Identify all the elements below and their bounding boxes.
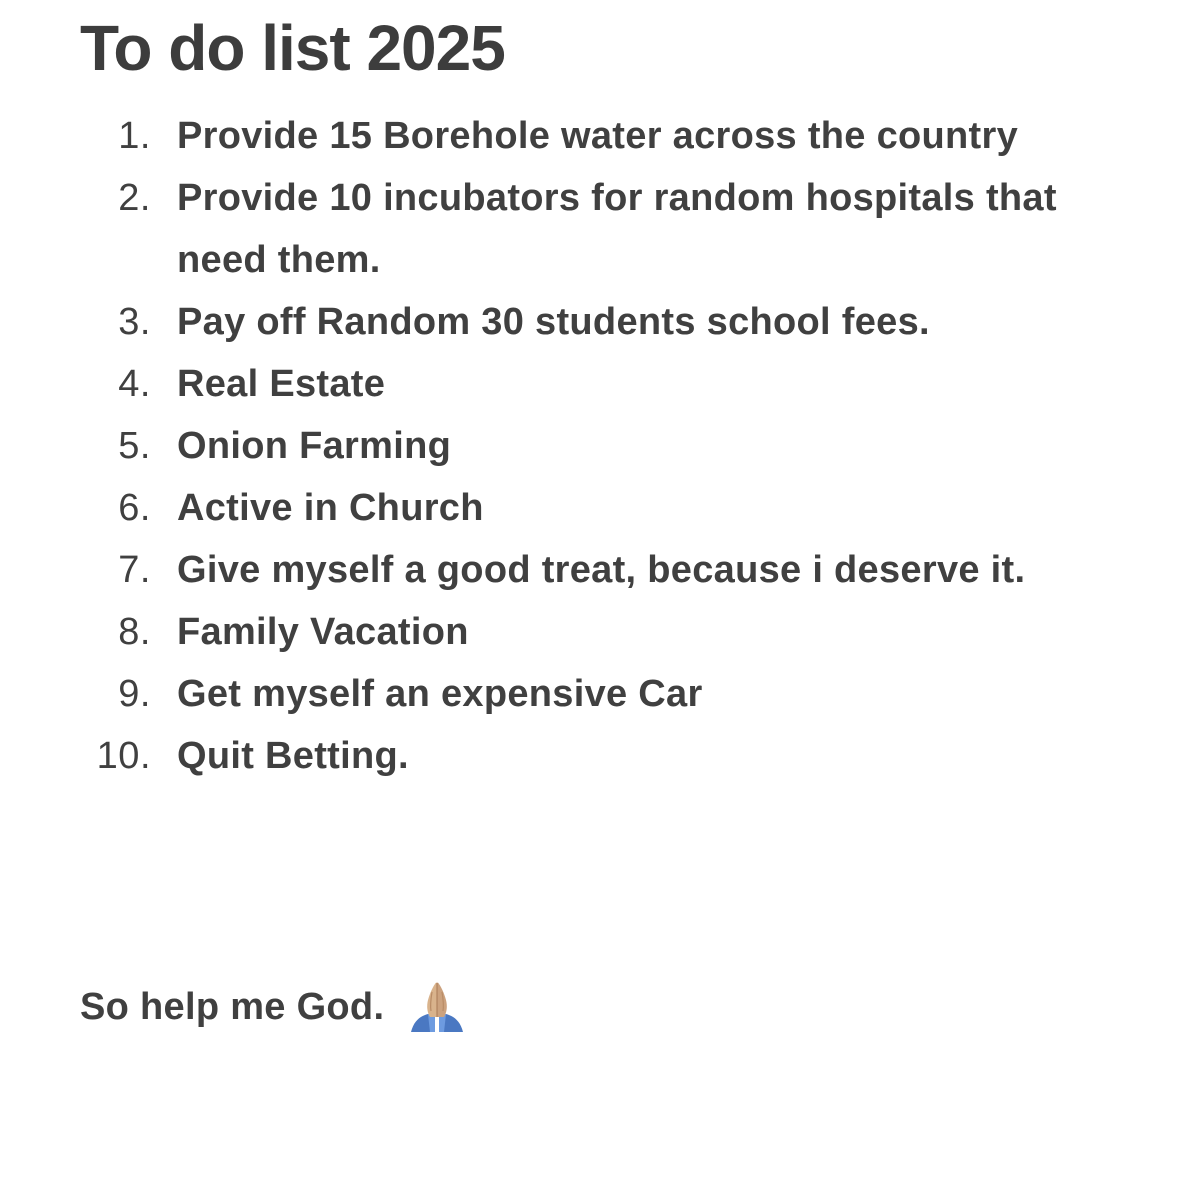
list-item	[0, 291, 1200, 353]
list-number: 5.	[118, 425, 151, 467]
list-item	[0, 601, 1200, 663]
list-item-text: Active in Church	[177, 487, 484, 529]
list-number: 6.	[118, 487, 151, 529]
list-item-text: Provide 10 incubators for random hospitals that need them.	[177, 177, 1057, 281]
list-item-text: Get myself an expensive Car	[177, 673, 703, 715]
list-item-text: Family Vacation	[177, 611, 469, 653]
list-item-text: Onion Farming	[177, 425, 452, 467]
list-item	[0, 415, 1200, 477]
list-number: 7.	[118, 549, 151, 591]
list-number: 8.	[118, 611, 151, 653]
list-item	[0, 477, 1200, 539]
list-item-text: Quit Betting.	[177, 735, 409, 777]
list-item	[0, 353, 1200, 415]
list-number: 3.	[118, 301, 151, 343]
closing-line	[80, 976, 467, 1038]
list-item	[0, 663, 1200, 725]
list-number: 1.	[118, 115, 151, 157]
closing-text: So help me God.	[80, 986, 385, 1028]
list-item	[0, 539, 1200, 601]
list-item-text: Pay off Random 30 students school fees.	[177, 301, 930, 343]
todo-list	[0, 105, 1200, 787]
list-item-text: Give myself a good treat, because i deserve it.	[177, 549, 1026, 591]
praying-hands-icon	[407, 978, 467, 1034]
list-number: 2.	[118, 177, 151, 219]
list-item	[0, 105, 1200, 167]
list-item	[0, 725, 1200, 787]
list-item-text: Provide 15 Borehole water across the country	[177, 115, 1019, 157]
list-number: 4.	[118, 363, 151, 405]
list-item-text: Real Estate	[177, 363, 386, 405]
page-title: To do list 2025	[80, 12, 505, 84]
list-number: 10.	[96, 735, 151, 777]
list-item	[0, 167, 1200, 291]
list-number: 9.	[118, 673, 151, 715]
